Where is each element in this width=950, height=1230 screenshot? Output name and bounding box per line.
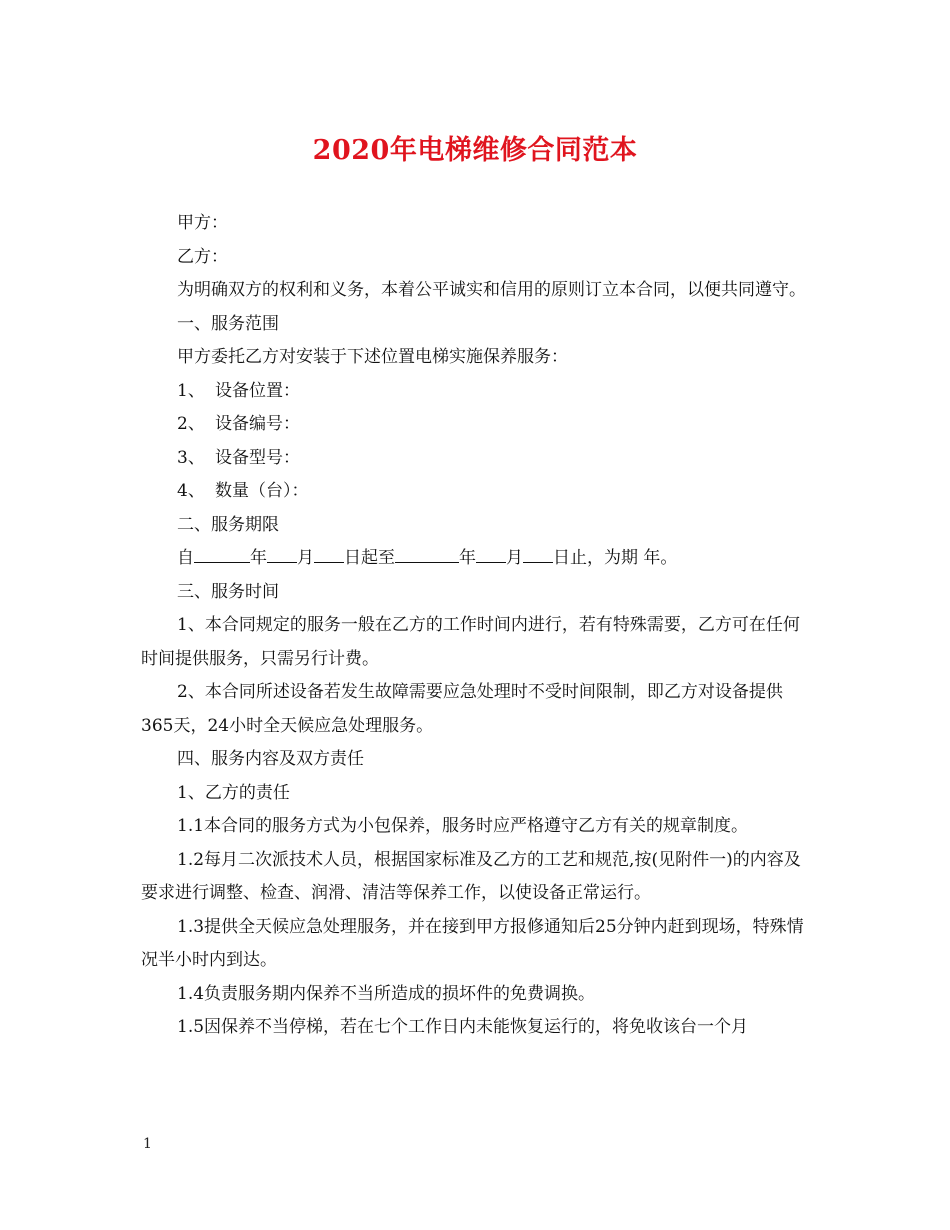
list-item-number: 2、 bbox=[177, 414, 205, 434]
term-text: 日起至 bbox=[344, 548, 395, 568]
term-text: 月 bbox=[506, 548, 523, 568]
section-heading-time: 三、服务时间 bbox=[177, 581, 279, 602]
term-text: 年 bbox=[459, 548, 476, 568]
paragraph: 1、本合同规定的服务一般在乙方的工作时间内进行，若有特殊需要，乙方可在任何时间提供服务，只需另行计费。 bbox=[141, 615, 800, 669]
party-b-line: 乙方： bbox=[177, 246, 228, 267]
term-text: 自 bbox=[177, 548, 194, 568]
paragraph: 1.5因保养不当停梯，若在七个工作日内未能恢复运行的，将免收该台一个月 bbox=[177, 1017, 749, 1037]
term-text: 年 bbox=[250, 548, 267, 568]
paragraph: 1.3提供全天候应急处理服务，并在接到甲方报修通知后25分钟内赶到现场，特殊情况半小时内到达。 bbox=[141, 916, 804, 970]
section-heading-scope: 一、服务范围 bbox=[177, 313, 279, 334]
blank-line bbox=[395, 545, 459, 563]
list-item bbox=[141, 475, 811, 509]
subsection-heading: 1、乙方的责任 bbox=[177, 782, 290, 803]
scope-lead: 甲方委托乙方对安装于下述位置电梯实施保养服务： bbox=[177, 347, 568, 367]
list-item-number: 3、 bbox=[177, 447, 205, 468]
section-heading-term: 二、服务期限 bbox=[177, 514, 279, 535]
paragraph: 2、本合同所述设备若发生故障需要应急处理时不受时间限制，即乙方对设备提供365天，24小时全天候应急处理服务。 bbox=[141, 682, 783, 736]
list-item bbox=[141, 442, 811, 476]
party-a-line: 甲方： bbox=[177, 213, 228, 233]
section-heading-content: 四、服务内容及双方责任 bbox=[177, 749, 364, 769]
paragraph: 1.1本合同的服务方式为小包保养，服务时应严格遵守乙方有关的规章制度。 bbox=[177, 816, 749, 836]
list-item-text: 设备型号： bbox=[215, 447, 300, 468]
blank-line bbox=[194, 545, 250, 563]
intro-paragraph: 为明确双方的权利和义务，本着公平诚实和信用的原则订立本合同，以便共同遵守。 bbox=[177, 280, 806, 300]
list-item bbox=[141, 375, 811, 409]
term-text: 月 bbox=[297, 548, 314, 568]
blank-line bbox=[314, 545, 344, 563]
page-number: 1 bbox=[143, 1136, 152, 1152]
list-item bbox=[141, 408, 811, 442]
blank-line bbox=[476, 545, 506, 563]
document-title: 2020年电梯维修合同范本 bbox=[312, 135, 638, 166]
list-item-number: 1、 bbox=[177, 380, 205, 401]
term-text: 日止，为期 年。 bbox=[553, 548, 678, 568]
list-item-text: 数量（台）： bbox=[215, 481, 309, 501]
list-item-text: 设备位置： bbox=[215, 380, 300, 401]
document-body bbox=[141, 207, 811, 1045]
list-item-number: 4、 bbox=[177, 481, 205, 501]
blank-line bbox=[267, 545, 297, 563]
list-item-text: 设备编号： bbox=[215, 414, 300, 434]
term-line bbox=[141, 542, 811, 576]
paragraph: 1.2每月二次派技术人员，根据国家标准及乙方的工艺和规范,按(见附件一)的内容及要求进行调整、检查、润滑、清洁等保养工作，以使设备正常运行。 bbox=[141, 849, 801, 903]
blank-line bbox=[523, 545, 553, 563]
paragraph: 1.4负责服务期内保养不当所造成的损坏件的免费调换。 bbox=[177, 983, 596, 1004]
